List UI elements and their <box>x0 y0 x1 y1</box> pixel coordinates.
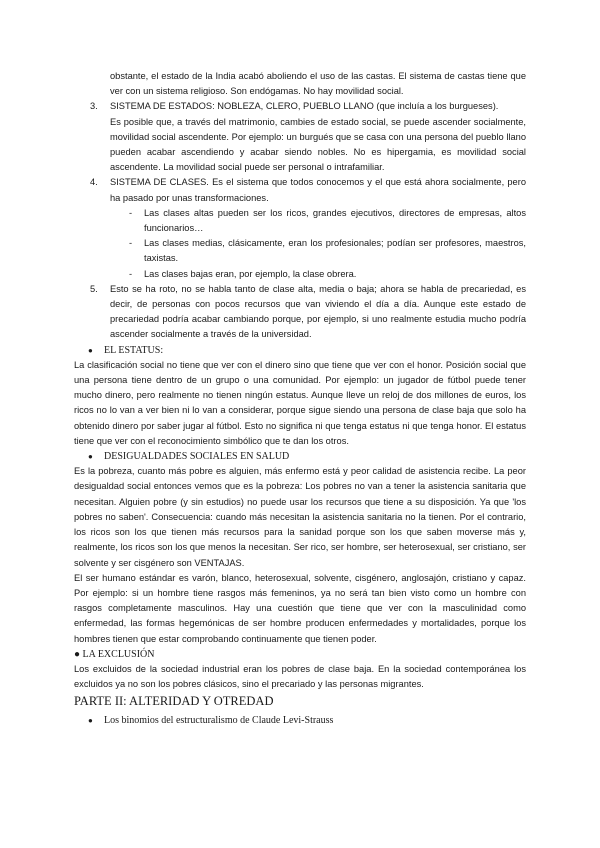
sub-item-clases-altas <box>74 206 526 236</box>
heading-text: DESIGUALDADES SOCIALES EN SALUD <box>104 451 290 463</box>
dash-marker: - <box>129 268 133 279</box>
list-number: 3. <box>90 101 98 112</box>
list-item-title: SISTEMA DE CLASES. Es el sistema que todos conocemos y el que está ahora socialmente, pero ha pasado por unas transformaciones. <box>110 177 526 203</box>
sub-item-clases-bajas <box>74 267 526 282</box>
list-item-5 <box>74 282 526 343</box>
bullet-icon: ● <box>88 345 93 355</box>
paragraph-salud-1: Es la pobreza, cuanto más pobre es alguien, más enfermo está y peor calidad de asistencia recibe. La peor desigualdad social entonces vemos que es la pobreza: Los pobres no van a tener la asistencia sanitaria que necesitan. Alguien pobre (y sin estudios) no puede usar los recursos que tiene a su disposición. Ya que 'los pobres no saben'. Consecuencia: cuando más necesitan la asistencia sanitaria no la tienen. Por el contrario, los ricos son los que tienen más recursos para la sanidad porque son los que saben moverse más y, realmente, los ricos son los que menos la necesitan. Ser rico, ser hombre, ser heterosexual, ser cristiano, ser solvente y ser cisgénero son VENTAJAS. <box>74 466 526 568</box>
paragraph-salud-2: El ser humano estándar es varón, blanco, heterosexual, solvente, cisgénero, anglosajón, cristiano y capaz. Por ejemplo: si un hombre tiene rasgos más femeninos, ya no será tan bien visto como un hombre con rasgos completamente masculinos. Hay una cuestión que tiene que ver con la masculinidad como enfermedad, las formas hegemónicas de ser hombre producen enfermedades y mortalidades, porque los hombres tienen que estar comprobando continuamente que tienen poder. <box>74 572 526 644</box>
heading-exclusion: ● LA EXCLUSIÓN <box>74 648 155 660</box>
list-item-title: SISTEMA DE ESTADOS: NOBLEZA, CLERO, PUEBLO LLANO (que incluía a los burgueses). <box>110 101 499 112</box>
list-number: 5. <box>90 283 98 294</box>
list-item-text: Esto se ha roto, no se habla tanto de clase alta, media o baja; ahora se habla de precariedad, es decir, de personas con pocos recursos que van viviendo el día a día. Aunque este estado de precariedad podría acabar cambiando porque, por ejemplo, si uno realmente estudia mucho podría ascender socialmente a través de la universidad. <box>110 283 526 340</box>
list-item-4 <box>74 175 526 205</box>
page-content <box>74 69 526 729</box>
paragraph-estados: Es posible que, a través del matrimonio, cambies de estado social, se puede ascender socialmente, movilidad social ascendente. Por ejemplo: un burgués que se casa con una persona del pueblo llano pueden acabar ascendiendo y acabar siendo nobles. No es hipergamia, es movilidad social ascendente. La movilidad social puede ser personal o intrafamiliar. <box>110 116 526 173</box>
list-item-binomios <box>74 713 526 728</box>
heading-text: EL ESTATUS: <box>104 344 164 356</box>
heading-estatus <box>74 343 526 358</box>
paragraph-castas-continuation: obstante, el estado de la India acabó aboliendo el uso de las castas. El sistema de castas tiene que ver con un sistema religioso. Son endógamas. No hay movilidad social. <box>110 71 526 97</box>
sub-item-text: Las clases altas pueden ser los ricos, grandes ejecutivos, directores de empresas, altos funcionarios… <box>144 207 526 234</box>
sub-item-text: Las clases bajas eran, por ejemplo, la clase obrera. <box>144 268 357 279</box>
bullet-icon: ● <box>88 452 93 462</box>
list-item-3 <box>74 99 526 114</box>
heading-desigualdades <box>74 449 526 464</box>
paragraph-exclusion: Los excluidos de la sociedad industrial eran los pobres de clase baja. En la sociedad contemporánea los excluidos ya no son los pobres clásicos, sino el precariado y las personas migrantes. <box>74 663 526 690</box>
list-item-text: Los binomios del estructuralismo de Claude Levi-Strauss <box>104 715 334 727</box>
dash-marker: - <box>129 238 133 249</box>
sub-item-clases-medias <box>74 236 526 266</box>
list-number: 4. <box>90 177 98 188</box>
heading-parte-ii: PARTE II: ALTERIDAD Y OTREDAD <box>74 694 274 709</box>
bullet-icon: ● <box>88 716 93 726</box>
dash-marker: - <box>129 207 133 218</box>
paragraph-estatus: La clasificación social no tiene que ver con el dinero sino que tiene que ver con el honor. Posición social que una persona tiene dentro de un grupo o una comunidad. Por ejemplo: un jugador de fútbol puede tener mucho dinero, pero realmente no tienen ningún estatus. Aunque lleve un reloj de dos millones de euros, los ricos no lo van a ver bien ni lo van a considerar, porque sigue siendo una persona de clase baja que solo ha obtenido dinero por saber jugar al fútbol. Esto no significa ni que tenga estatus ni que tenga honor. El estatus tiene que ver con el reconocimiento simbólico que te dan los otros. <box>74 359 526 446</box>
sub-item-text: Las clases medias, clásicamente, eran los profesionales; podían ser profesores, maestros, taxistas. <box>144 238 526 264</box>
